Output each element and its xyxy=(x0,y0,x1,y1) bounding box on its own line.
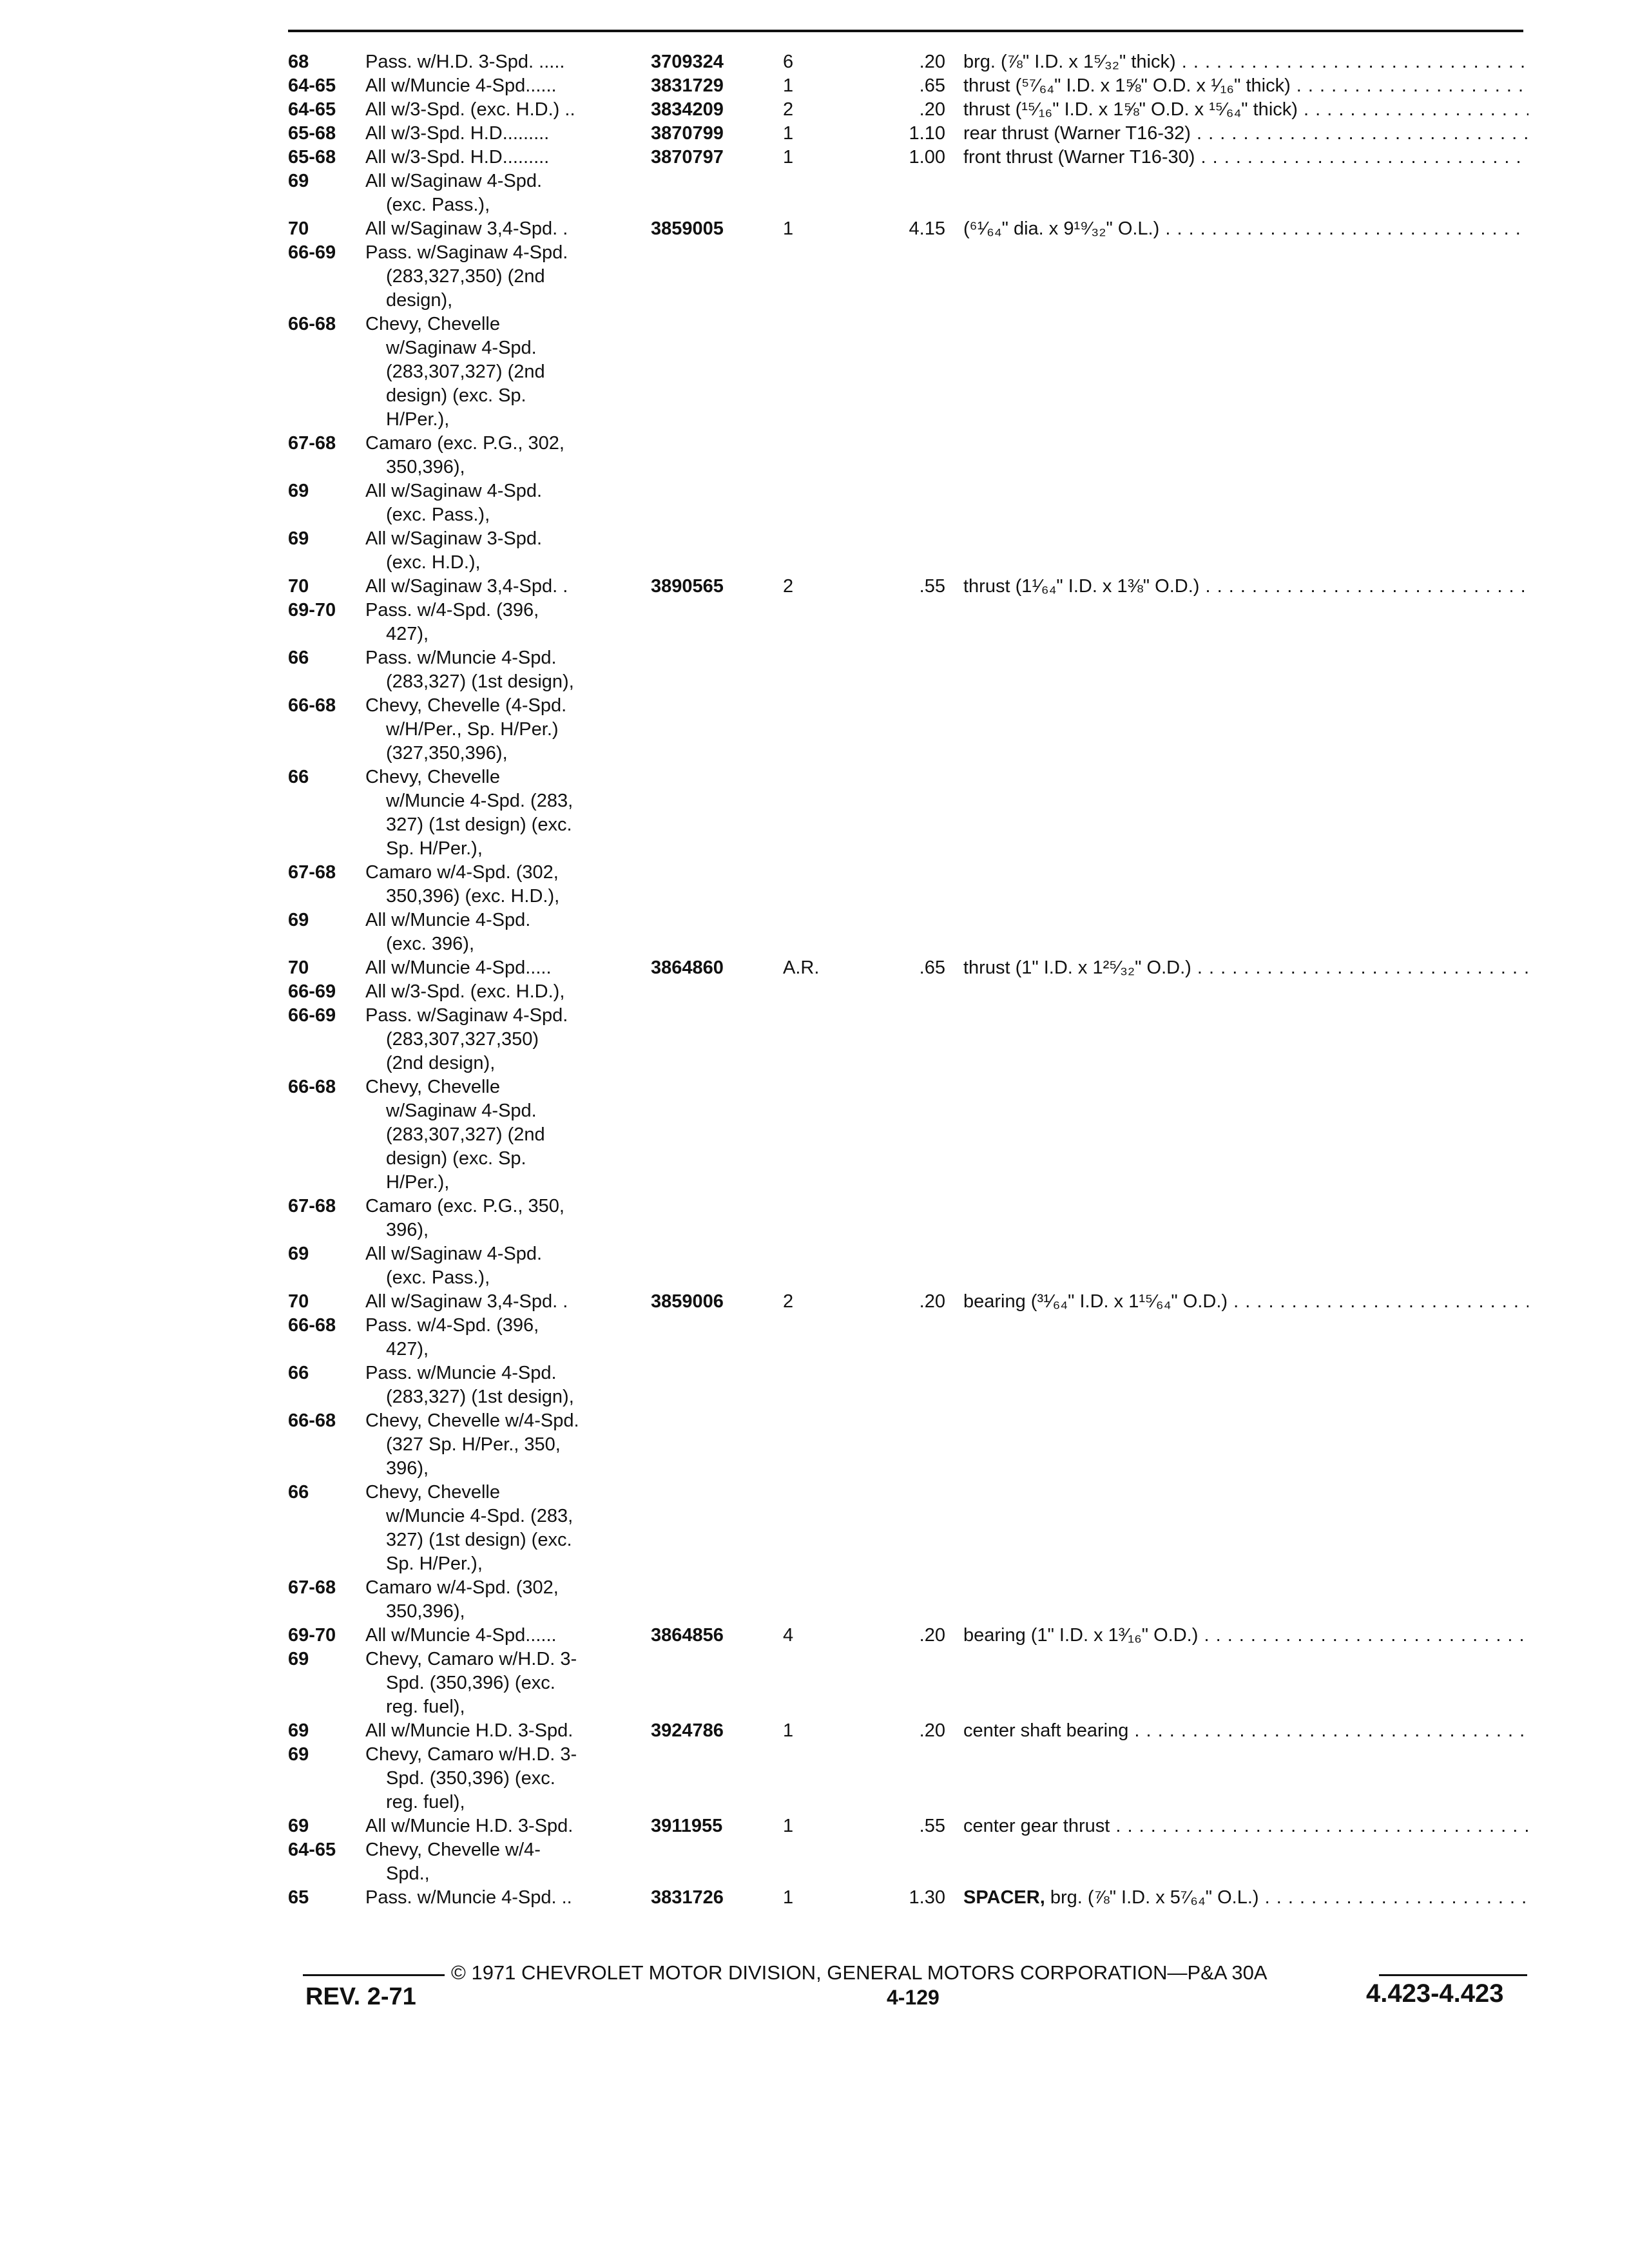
row-application: 350,396), xyxy=(386,1601,465,1622)
row-year: 66-68 xyxy=(288,1410,336,1431)
row-description-text: rear thrust (Warner T16-32) xyxy=(963,123,1191,144)
row-quantity: 1 xyxy=(783,218,794,239)
row-application: Camaro (exc. P.G., 302, xyxy=(365,433,564,454)
table-row xyxy=(288,289,1528,312)
row-application: All w/3-Spd. H.D......... xyxy=(365,147,550,168)
row-application: Sp. H/Per.), xyxy=(386,1553,483,1574)
table-row xyxy=(288,1004,1528,1028)
row-year: 67-68 xyxy=(288,862,336,883)
row-part-number: 3870797 xyxy=(651,147,724,168)
row-description-text: (⁶¹⁄₆₄" dia. x 9¹⁹⁄₃₂" O.L.) xyxy=(963,218,1160,239)
row-application: Camaro (exc. P.G., 350, xyxy=(365,1196,564,1216)
row-quantity: 2 xyxy=(783,1291,794,1312)
row-year: 67-68 xyxy=(288,1196,336,1216)
row-year: 69 xyxy=(288,171,309,191)
row-application: All w/3-Spd. H.D......... xyxy=(365,123,550,144)
row-application: w/Muncie 4-Spd. (283, xyxy=(386,1506,574,1526)
row-application: 327) (1st design) (exc. xyxy=(386,814,572,835)
row-year: 70 xyxy=(288,1291,309,1312)
row-application: (283,327) (1st design), xyxy=(386,671,574,692)
row-description-text: brg. (⅞" I.D. x 5⁷⁄₆₄" O.L.) xyxy=(1050,1887,1259,1908)
table-row xyxy=(288,1385,1528,1409)
table-row xyxy=(288,1600,1528,1624)
row-application: All w/Muncie 4-Spd..... xyxy=(365,957,552,978)
row-application: 427), xyxy=(386,624,429,644)
row-description xyxy=(963,1814,1528,1838)
row-part-number: 3859006 xyxy=(651,1291,724,1312)
table-row xyxy=(288,1504,1528,1528)
footer-rule-right xyxy=(1379,1974,1527,1976)
table-row xyxy=(288,1409,1528,1433)
row-year: 69 xyxy=(288,910,309,930)
row-description xyxy=(963,50,1528,74)
row-quantity: 1 xyxy=(783,75,794,96)
row-year: 66-69 xyxy=(288,1005,336,1026)
table-row xyxy=(288,956,1528,980)
table-row xyxy=(288,646,1528,670)
row-price: 1.30 xyxy=(909,1887,945,1908)
row-year: 64-65 xyxy=(288,75,336,96)
row-price: .20 xyxy=(919,52,945,72)
row-application: (283,327) (1st design), xyxy=(386,1387,574,1407)
row-application: Spd. (350,396) (exc. xyxy=(386,1768,555,1789)
row-application: All w/Muncie 4-Spd. xyxy=(365,910,531,930)
row-quantity: 6 xyxy=(783,52,794,72)
table-row xyxy=(288,1814,1528,1838)
row-quantity: 2 xyxy=(783,99,794,120)
row-quantity: 1 xyxy=(783,1887,794,1908)
row-application: All w/Muncie 4-Spd...... xyxy=(365,75,557,96)
table-row xyxy=(288,384,1528,408)
row-description xyxy=(963,122,1528,146)
row-application: Pass. w/Saginaw 4-Spd. xyxy=(365,242,568,263)
row-application: (283,307,327) (2nd xyxy=(386,1124,545,1145)
table-row xyxy=(288,1028,1528,1052)
row-application: (327,350,396), xyxy=(386,743,508,764)
row-price: .20 xyxy=(919,99,945,120)
row-application: All w/Saginaw 3,4-Spd. . xyxy=(365,576,568,597)
row-year: 70 xyxy=(288,576,309,597)
row-year: 65 xyxy=(288,1887,309,1908)
table-row xyxy=(288,408,1528,432)
row-application: reg. fuel), xyxy=(386,1696,465,1717)
row-application: w/Saginaw 4-Spd. xyxy=(386,338,537,358)
row-application: 396), xyxy=(386,1458,429,1479)
row-part-number: 3831729 xyxy=(651,75,724,96)
row-description-text: thrust (1" I.D. x 1²⁵⁄₃₂" O.D.) xyxy=(963,957,1191,978)
row-price: .20 xyxy=(919,1625,945,1646)
row-part-number: 3890565 xyxy=(651,576,724,597)
table-row xyxy=(288,1528,1528,1552)
table-row xyxy=(288,1624,1528,1648)
row-application: (283,307,327) (2nd xyxy=(386,361,545,382)
row-application: (2nd design), xyxy=(386,1053,496,1073)
row-year: 69 xyxy=(288,481,309,501)
table-row xyxy=(288,1719,1528,1743)
row-part-number: 3834209 xyxy=(651,99,724,120)
row-year: 66-68 xyxy=(288,314,336,334)
row-year: 69-70 xyxy=(288,600,336,620)
row-application: design) (exc. Sp. xyxy=(386,385,526,406)
row-description xyxy=(963,1719,1528,1743)
row-price: .55 xyxy=(919,1816,945,1836)
table-row xyxy=(288,742,1528,765)
row-part-number: 3831726 xyxy=(651,1887,724,1908)
table-row xyxy=(288,789,1528,813)
row-application: Chevy, Chevelle xyxy=(365,767,501,787)
row-application: reg. fuel), xyxy=(386,1792,465,1812)
table-row xyxy=(288,1099,1528,1123)
row-application: 427), xyxy=(386,1339,429,1360)
row-year: 66-68 xyxy=(288,695,336,716)
row-description-text: thrust (1¹⁄₆₄" I.D. x 1⅜" O.D.) xyxy=(963,576,1200,597)
row-application: Chevy, Chevelle xyxy=(365,314,501,334)
row-year: 69 xyxy=(288,1744,309,1765)
row-year: 65-68 xyxy=(288,147,336,168)
table-row xyxy=(288,1648,1528,1671)
row-application: All w/Saginaw 4-Spd. xyxy=(365,481,543,501)
row-price: 4.15 xyxy=(909,218,945,239)
row-application: (exc. 396), xyxy=(386,934,474,954)
row-quantity: 1 xyxy=(783,1720,794,1741)
row-year: 64-65 xyxy=(288,1840,336,1860)
table-row xyxy=(288,1433,1528,1457)
row-description xyxy=(963,146,1528,169)
row-part-number: 3709324 xyxy=(651,52,724,72)
row-year: 66 xyxy=(288,767,309,787)
table-row xyxy=(288,1314,1528,1338)
table-row xyxy=(288,694,1528,718)
table-row xyxy=(288,241,1528,265)
footer-page-number: 4-129 xyxy=(887,1986,940,2009)
row-description xyxy=(963,956,1528,980)
row-year: 66 xyxy=(288,648,309,668)
row-application: design), xyxy=(386,290,453,311)
row-application: Pass. w/Muncie 4-Spd. xyxy=(365,648,557,668)
row-year: 69 xyxy=(288,1649,309,1669)
row-year: 66 xyxy=(288,1482,309,1503)
table-row xyxy=(288,1147,1528,1171)
row-year: 68 xyxy=(288,52,309,72)
table-row xyxy=(288,1052,1528,1075)
row-application: Pass. w/Muncie 4-Spd. .. xyxy=(365,1887,572,1908)
row-application: All w/Saginaw 3-Spd. xyxy=(365,528,543,549)
row-application: 350,396), xyxy=(386,457,465,477)
row-application: w/Saginaw 4-Spd. xyxy=(386,1100,537,1121)
table-row xyxy=(288,360,1528,384)
row-description-text: brg. (⅞" I.D. x 1⁵⁄₃₂" thick) xyxy=(963,52,1176,72)
row-part-number: 3864860 xyxy=(651,957,724,978)
row-description-text: center shaft bearing xyxy=(963,1720,1129,1741)
row-application: 327) (1st design) (exc. xyxy=(386,1530,572,1550)
row-year: 66-68 xyxy=(288,1077,336,1097)
footer-group-number: 4.423-4.423 xyxy=(1366,1979,1504,2008)
table-row xyxy=(288,1338,1528,1361)
table-row xyxy=(288,336,1528,360)
table-row xyxy=(288,503,1528,527)
row-year: 70 xyxy=(288,218,309,239)
row-application: (283,327,350) (2nd xyxy=(386,266,545,287)
table-row xyxy=(288,527,1528,551)
row-description xyxy=(963,217,1528,241)
table-row xyxy=(288,265,1528,289)
table-row xyxy=(288,575,1528,599)
table-row xyxy=(288,718,1528,742)
row-description xyxy=(963,1886,1528,1910)
table-row xyxy=(288,1457,1528,1481)
table-row xyxy=(288,1838,1528,1862)
row-description-heading: SPACER, xyxy=(963,1887,1045,1908)
table-row xyxy=(288,1075,1528,1099)
row-description-text: thrust (⁵⁷⁄₆₄" I.D. x 1⅝" O.D. x ¹⁄₁₆" thick) xyxy=(963,75,1291,96)
row-quantity: 4 xyxy=(783,1625,794,1646)
table-row xyxy=(288,1743,1528,1767)
row-application: Chevy, Chevelle xyxy=(365,1077,501,1097)
table-row xyxy=(288,50,1528,74)
table-row xyxy=(288,74,1528,98)
row-price: .20 xyxy=(919,1720,945,1741)
table-row xyxy=(288,932,1528,956)
row-year: 69 xyxy=(288,528,309,549)
row-application: Camaro w/4-Spd. (302, xyxy=(365,862,559,883)
row-application: All w/Saginaw 3,4-Spd. . xyxy=(365,218,568,239)
row-application: H/Per.), xyxy=(386,1172,450,1193)
table-row xyxy=(288,456,1528,479)
table-row xyxy=(288,1695,1528,1719)
row-year: 66-69 xyxy=(288,242,336,263)
row-description xyxy=(963,1290,1528,1314)
table-row xyxy=(288,980,1528,1004)
row-application: Sp. H/Per.), xyxy=(386,838,483,859)
table-row xyxy=(288,837,1528,861)
row-description xyxy=(963,1624,1528,1648)
table-row xyxy=(288,479,1528,503)
row-year: 69 xyxy=(288,1816,309,1836)
row-application: Chevy, Camaro w/H.D. 3- xyxy=(365,1744,577,1765)
footer-revision: REV. 2-71 xyxy=(305,1983,416,2010)
row-price: 1.00 xyxy=(909,147,945,168)
row-application: Chevy, Chevelle xyxy=(365,1482,501,1503)
row-application: All w/3-Spd. (exc. H.D.), xyxy=(365,981,565,1002)
table-row xyxy=(288,1481,1528,1504)
table-row xyxy=(288,599,1528,622)
table-row xyxy=(288,1242,1528,1266)
row-application: Chevy, Camaro w/H.D. 3- xyxy=(365,1649,577,1669)
row-application: Chevy, Chevelle w/4- xyxy=(365,1840,541,1860)
row-year: 66 xyxy=(288,1363,309,1383)
row-application: (exc. Pass.), xyxy=(386,505,490,525)
row-year: 66-68 xyxy=(288,1315,336,1336)
row-application: Chevy, Chevelle w/4-Spd. xyxy=(365,1410,579,1431)
row-application: Spd., xyxy=(386,1863,430,1884)
row-year: 66-69 xyxy=(288,981,336,1002)
row-application: Pass. w/Saginaw 4-Spd. xyxy=(365,1005,568,1026)
row-description xyxy=(963,575,1528,599)
row-description-text: bearing (³¹⁄₆₄" I.D. x 1¹⁵⁄₆₄" O.D.) xyxy=(963,1291,1228,1312)
table-row xyxy=(288,169,1528,193)
row-application: (283,307,327,350) xyxy=(386,1029,539,1050)
row-description xyxy=(963,98,1528,122)
parts-table xyxy=(288,50,1528,1910)
row-application: Pass. w/H.D. 3-Spd. ..... xyxy=(365,52,565,72)
row-application: All w/Saginaw 4-Spd. xyxy=(365,1244,543,1264)
row-application: w/Muncie 4-Spd. (283, xyxy=(386,791,574,811)
row-price: .65 xyxy=(919,75,945,96)
row-year: 67-68 xyxy=(288,1577,336,1598)
row-application: (exc. Pass.), xyxy=(386,1267,490,1288)
table-row xyxy=(288,1886,1528,1910)
table-row xyxy=(288,813,1528,837)
table-row xyxy=(288,98,1528,122)
table-row xyxy=(288,1862,1528,1886)
row-year: 69 xyxy=(288,1244,309,1264)
row-application: (327 Sp. H/Per., 350, xyxy=(386,1434,561,1455)
table-row xyxy=(288,217,1528,241)
row-year: 64-65 xyxy=(288,99,336,120)
table-row xyxy=(288,861,1528,885)
row-quantity: 1 xyxy=(783,1816,794,1836)
table-row xyxy=(288,1123,1528,1147)
row-application: Pass. w/4-Spd. (396, xyxy=(365,600,539,620)
table-row xyxy=(288,885,1528,908)
row-year: 69 xyxy=(288,1720,309,1741)
row-year: 67-68 xyxy=(288,433,336,454)
table-row xyxy=(288,432,1528,456)
table-row xyxy=(288,1171,1528,1195)
row-application: (exc. Pass.), xyxy=(386,195,490,215)
table-row xyxy=(288,1218,1528,1242)
footer-copyright: © 1971 CHEVROLET MOTOR DIVISION, GENERAL MOTORS CORPORATION—P&A 30A xyxy=(451,1961,1268,1984)
row-application: 350,396) (exc. H.D.), xyxy=(386,886,560,907)
row-application: All w/3-Spd. (exc. H.D.) .. xyxy=(365,99,575,120)
table-row xyxy=(288,146,1528,169)
table-row xyxy=(288,1290,1528,1314)
row-application: design) (exc. Sp. xyxy=(386,1148,526,1169)
table-row xyxy=(288,122,1528,146)
row-quantity: 1 xyxy=(783,147,794,168)
row-application: All w/Muncie H.D. 3-Spd. xyxy=(365,1720,574,1741)
row-price: .20 xyxy=(919,1291,945,1312)
row-part-number: 3864856 xyxy=(651,1625,724,1646)
row-year: 65-68 xyxy=(288,123,336,144)
row-description-text: bearing (1" I.D. x 1³⁄₁₆" O.D.) xyxy=(963,1625,1199,1646)
table-row xyxy=(288,551,1528,575)
row-application: w/H/Per., Sp. H/Per.) xyxy=(386,719,559,740)
row-part-number: 3911955 xyxy=(651,1816,723,1836)
row-description-text: front thrust (Warner T16-30) xyxy=(963,147,1195,168)
row-description-text: thrust (¹⁵⁄₁₆" I.D. x 1⅝" O.D. x ¹⁵⁄₆₄" thick) xyxy=(963,99,1298,120)
row-quantity: 2 xyxy=(783,576,794,597)
table-row xyxy=(288,1671,1528,1695)
row-quantity: 1 xyxy=(783,123,794,144)
row-year: 70 xyxy=(288,957,309,978)
row-application: Spd. (350,396) (exc. xyxy=(386,1673,555,1693)
table-row xyxy=(288,622,1528,646)
table-row xyxy=(288,1552,1528,1576)
row-application: (exc. H.D.), xyxy=(386,552,481,573)
table-row xyxy=(288,1361,1528,1385)
top-rule xyxy=(288,30,1523,32)
table-row xyxy=(288,908,1528,932)
row-application: All w/Muncie H.D. 3-Spd. xyxy=(365,1816,574,1836)
row-application: Pass. w/4-Spd. (396, xyxy=(365,1315,539,1336)
row-part-number: 3870799 xyxy=(651,123,724,144)
row-application: Chevy, Chevelle (4-Spd. xyxy=(365,695,567,716)
footer-rule-left xyxy=(303,1974,445,1976)
row-quantity: A.R. xyxy=(783,957,820,978)
table-row xyxy=(288,765,1528,789)
table-row xyxy=(288,670,1528,694)
table-row xyxy=(288,1266,1528,1290)
row-application: H/Per.), xyxy=(386,409,450,430)
row-price: 1.10 xyxy=(909,123,945,144)
table-row xyxy=(288,1576,1528,1600)
row-application: Pass. w/Muncie 4-Spd. xyxy=(365,1363,557,1383)
row-price: .65 xyxy=(919,957,945,978)
table-row xyxy=(288,1767,1528,1791)
row-part-number: 3924786 xyxy=(651,1720,724,1741)
row-price: .55 xyxy=(919,576,945,597)
table-row xyxy=(288,193,1528,217)
table-row xyxy=(288,1195,1528,1218)
row-application: All w/Saginaw 3,4-Spd. . xyxy=(365,1291,568,1312)
row-description xyxy=(963,74,1528,98)
row-application: 396), xyxy=(386,1220,429,1240)
row-application: All w/Saginaw 4-Spd. xyxy=(365,171,543,191)
row-description-text: center gear thrust xyxy=(963,1816,1110,1836)
table-row xyxy=(288,1791,1528,1814)
row-application: Camaro w/4-Spd. (302, xyxy=(365,1577,559,1598)
row-application: All w/Muncie 4-Spd...... xyxy=(365,1625,557,1646)
row-part-number: 3859005 xyxy=(651,218,724,239)
row-year: 69-70 xyxy=(288,1625,336,1646)
table-row xyxy=(288,312,1528,336)
